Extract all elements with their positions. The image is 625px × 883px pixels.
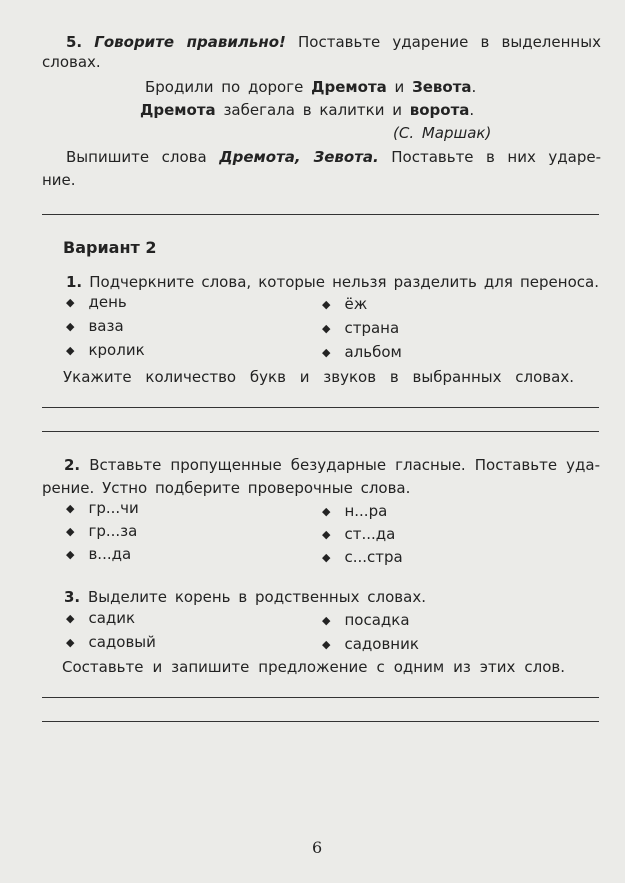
task3-item: ◆ садовый [66, 633, 156, 651]
task3-item: ◆ садовник [322, 635, 419, 653]
task2-item: ◆ в...да [66, 545, 132, 563]
task2-item: ◆ гр...за [66, 522, 138, 540]
task2-item: ◆ гр...чи [66, 499, 139, 517]
task1-item: ◆ кролик [66, 341, 145, 359]
task3-instruction: Составьте и запишите предложение с одним из этих слов. [62, 658, 565, 676]
task1-instruction: Укажите количество букв и звуков в выбранных словах. [63, 368, 574, 386]
answer-line [42, 721, 599, 722]
task1-item: ◆ ваза [66, 317, 124, 335]
task3-item: ◆ посадка [322, 611, 410, 629]
task2-heading: 2. Вставьте пропущенные безударные гласные. Поставьте уда- [64, 456, 600, 474]
task2-heading-cont: рение. Устно подберите проверочные слова. [42, 479, 411, 497]
poem-author: (С. Маршак) [393, 124, 492, 142]
answer-line [42, 431, 599, 432]
task1-item: ◆ альбом [322, 343, 402, 361]
task2-item: ◆ н...ра [322, 502, 388, 520]
task5-instruction: Выпишите слова Дремота, Зевота. Поставьте в них ударе- [66, 148, 601, 166]
answer-line [42, 697, 599, 698]
page-number: 6 [312, 838, 323, 857]
task2-item: ◆ с...стра [322, 548, 403, 566]
task2-item: ◆ ст...да [322, 525, 396, 543]
task3-item: ◆ садик [66, 609, 136, 627]
answer-line [42, 214, 599, 215]
answer-line [42, 407, 599, 408]
task1-heading: 1. Подчеркните слова, которые нельзя разделить для переноса. [66, 273, 599, 291]
task3-heading: 3. Выделите корень в родственных словах. [64, 588, 426, 606]
task1-item: ◆ день [66, 293, 127, 311]
task5-heading-cont: словах. [42, 53, 101, 71]
task1-item: ◆ ёж [322, 295, 368, 313]
task5-instruction-cont: ние. [42, 171, 76, 189]
variant-title: Вариант 2 [63, 238, 157, 257]
poem-line-2: Дремота забегала в калитки и ворота. [140, 101, 475, 119]
poem-line-1: Бродили по дороге Дремота и Зевота. [145, 78, 477, 96]
task1-item: ◆ страна [322, 319, 400, 337]
task5-heading: 5. Говорите правильно! Поставьте ударение в выделенных [66, 33, 601, 51]
